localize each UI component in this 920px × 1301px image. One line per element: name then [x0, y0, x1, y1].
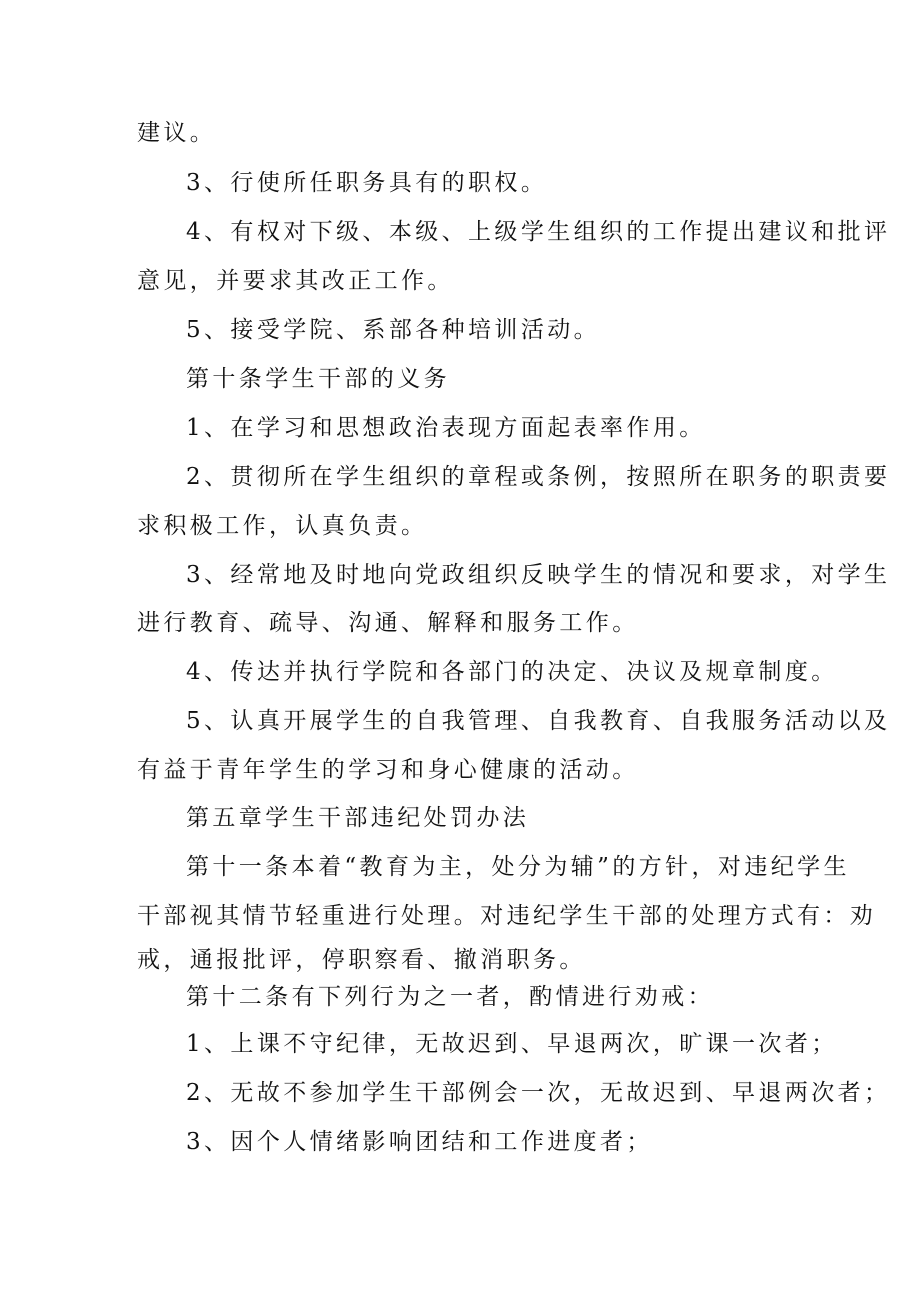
section-heading: 第十条学生干部的义务: [186, 366, 450, 392]
text-line: 5、接受学院、系部各种培训活动。: [186, 317, 601, 343]
text-line: 戒，通报批评，停职察看、撤消职务。: [137, 947, 586, 973]
text-line: 有益于青年学生的学习和身心健康的活动。: [137, 757, 639, 783]
text-line: 意见，并要求其改正工作。: [137, 268, 454, 294]
text-line: 建议。: [137, 120, 217, 146]
text-line: 1、上课不守纪律，无故迟到、早退两次，旷课一次者；: [186, 1031, 838, 1057]
text-line: 第十二条有下列行为之一者，酌情进行劝戒：: [186, 984, 714, 1010]
text-line: 3、行使所任职务具有的职权。: [186, 170, 548, 196]
text-line: 进行教育、疏导、沟通、解释和服务工作。: [137, 610, 639, 636]
text-line: 3、经常地及时地向党政组织反映学生的情况和要求，对学生: [186, 562, 891, 588]
text-line: 求积极工作，认真负责。: [137, 513, 428, 539]
text-line: 4、传达并执行学院和各部门的决定、决议及规章制度。: [186, 659, 838, 685]
text-line: 2、无故不参加学生干部例会一次，无故迟到、早退两次者；: [186, 1080, 891, 1106]
text-line: 1、在学习和思想政治表现方面起表率作用。: [186, 415, 706, 441]
chapter-heading: 第五章学生干部违纪处罚办法: [186, 805, 530, 831]
text-line: 3、因个人情绪影响团结和工作进度者；: [186, 1129, 653, 1155]
text-line: 第十一条本着“教育为主，处分为辅”的方针，对违纪学生: [186, 854, 850, 880]
text-line: 5、认真开展学生的自我管理、自我教育、自我服务活动以及: [186, 708, 891, 734]
text-line: 4、有权对下级、本级、上级学生组织的工作提出建议和批评: [186, 219, 891, 245]
text-line: 干部视其情节轻重进行处理。对违纪学生干部的处理方式有：劝: [137, 903, 877, 929]
text-line: 2、贯彻所在学生组织的章程或条例，按照所在职务的职责要: [186, 464, 891, 490]
